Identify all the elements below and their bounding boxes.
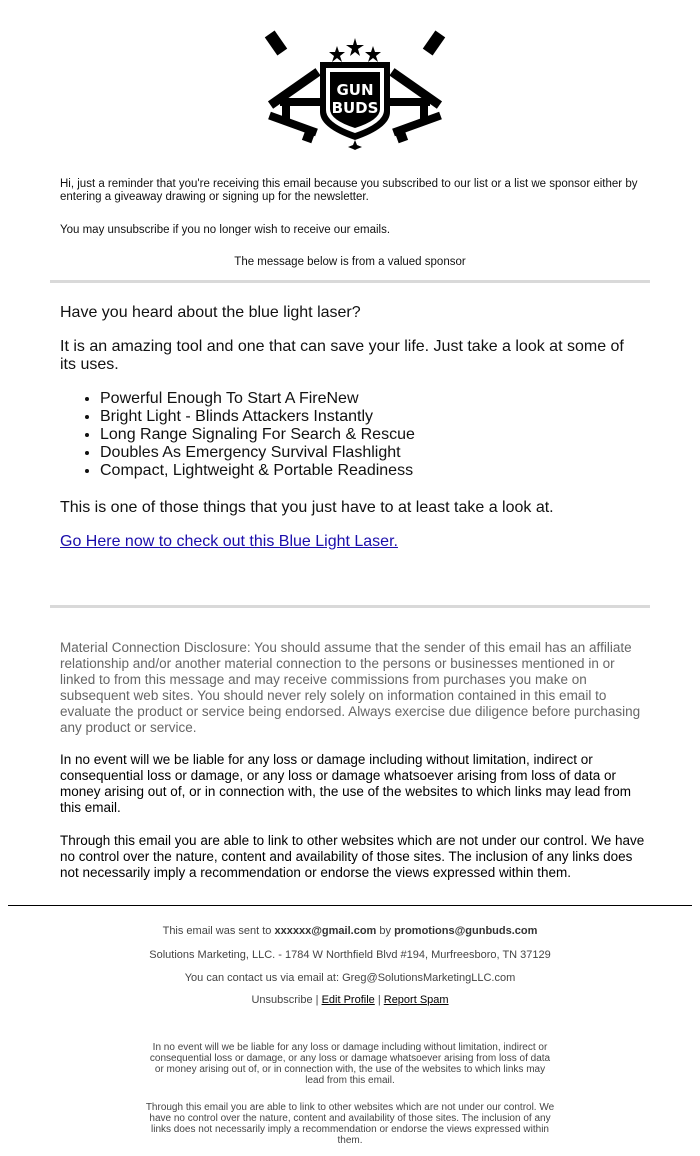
footer-links-disclaimer: Through this email you are able to link to other websites which are not under our control. We have no control over the nature, content and availability of those sites. The inclusion of any links does not necessarily imply a recommendation or endorse the views expressed within them.: [145, 1102, 555, 1146]
content-question: Have you heard about the blue light laser?: [60, 304, 361, 321]
recipient-email: xxxxxx@gmail.com: [274, 925, 377, 937]
sparkle-icon: [348, 140, 362, 150]
gun-buds-logo: [260, 16, 450, 150]
divider-bottom: [50, 605, 650, 608]
material-disclosure: Material Connection Disclosure: You should assume that the sender of this email has an affiliate relationship and/or another material connection to the persons or businesses mentioned in or linked to from this message and may receive commissions from purchases you make on subsequent web sites. You should never rely solely on information contained in this email to evaluate the product or service being endorsed. Always exercise due diligence before purchasing any product or service.: [60, 640, 641, 735]
logo-line1: GUN: [336, 81, 374, 99]
logo-line2: BUDS: [331, 99, 379, 117]
separator: |: [315, 994, 319, 1006]
company-address: Solutions Marketing, LLC. - 1784 W Northfield Blvd #194, Murfreesboro, TN 37129: [149, 949, 551, 961]
reminder-text: Hi, just a reminder that you're receiving this email because you subscribed to our list or a list we sponsor either by entering a giveaway drawing or signing up for the newsletter.: [60, 178, 638, 203]
divider-top: [50, 280, 650, 283]
unsubscribe-note: You may unsubscribe if you no longer wish to receive our emails.: [60, 224, 391, 236]
contact-line: You can contact us via email at: Greg@SolutionsMarketingLLC.com: [184, 972, 516, 984]
uses-list: [60, 390, 660, 480]
list-item: • Doubles As Emergency Survival Flashlight: [100, 444, 660, 462]
footer-links: [50, 994, 650, 1006]
footer-liability: In no event will we be liable for any loss or damage including without limitation, indirect or consequential loss or damage, or any loss or damage whatsoever arising from loss of data or money arising out of, or in connection with, the use of the websites to which links may lead from this email.: [149, 1042, 551, 1086]
content-statement: It is an amazing tool and one that can save your life. Just take a look at some of its uses.: [60, 338, 624, 373]
star-icon: [346, 38, 364, 56]
list-item: • Powerful Enough To Start A FireNew: [100, 390, 660, 408]
logo-emblem-icon: [260, 16, 450, 150]
sender-email: promotions@gunbuds.com: [394, 925, 538, 937]
footer-rule: [8, 905, 692, 906]
cta-paragraph: [60, 533, 640, 551]
report-spam-link[interactable]: Report Spam: [383, 994, 449, 1006]
liability-disclaimer: In no event will we be liable for any loss or damage including without limitation, indirect or consequential loss or damage, or any loss or damage whatsoever arising from loss of data or money arising out of, or in connection with, the use of the websites to which links may lead from this email.: [60, 752, 632, 815]
sent-by-word: by: [379, 925, 392, 937]
separator: |: [377, 994, 381, 1006]
cta-link[interactable]: Go Here now to check out this Blue Light Laser.: [60, 533, 398, 550]
list-item: • Long Range Signaling For Search & Rescue: [100, 426, 660, 444]
list-item: • Bright Light - Blinds Attackers Instantly: [100, 408, 660, 426]
content-closing: This is one of those things that you just have to at least take a look at.: [60, 499, 554, 516]
sent-to-line: [50, 925, 650, 937]
sponsor-note: The message below is from a valued sponsor: [234, 256, 466, 268]
star-icon: [365, 46, 381, 62]
list-item: • Compact, Lightweight & Portable Readiness: [100, 462, 660, 480]
star-icon: [329, 46, 345, 62]
unsubscribe-link[interactable]: Unsubscribe: [251, 994, 313, 1006]
sent-prefix: This email was sent to: [162, 925, 272, 937]
links-disclaimer: Through this email you are able to link to other websites which are not under our control. We have no control over the nature, content and availability of those sites. The inclusion of any links does not necessarily imply a recommendation or endorse the views expressed within them.: [60, 833, 645, 880]
edit-profile-link[interactable]: Edit Profile: [321, 994, 375, 1006]
